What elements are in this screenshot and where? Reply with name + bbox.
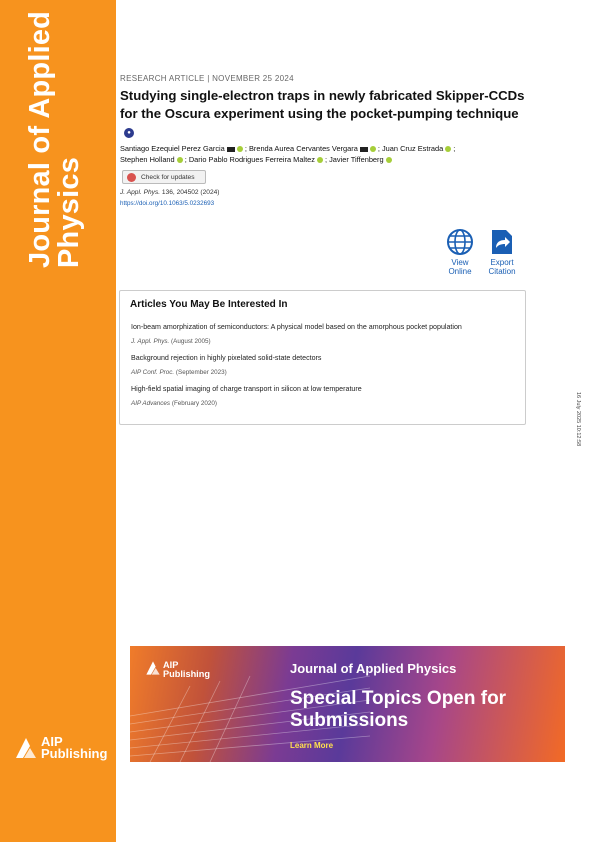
related-date: (February 2020) <box>171 400 217 407</box>
aip-logo-icon <box>145 660 161 676</box>
related-journal: J. Appl. Phys. <box>131 338 170 345</box>
related-articles-panel <box>119 290 526 425</box>
banner-aip-logo <box>145 660 210 681</box>
author-name[interactable]: Santiago Ezequiel Perez Garcia <box>120 144 225 153</box>
related-article-source <box>131 338 521 345</box>
related-article-title[interactable]: Ion-beam amorphization of semiconductors: A physical model based on the amorphous pocket population <box>131 323 462 331</box>
author-name[interactable]: Dario Pablo Rodrigues Ferreira Maltez <box>188 154 315 164</box>
orcid-icon[interactable] <box>445 146 451 152</box>
related-heading: Articles You May Be Interested In <box>130 299 288 310</box>
related-journal: AIP Advances <box>131 400 171 407</box>
author-list: Santiago Ezequiel Perez Garcia ; Brenda Aurea Cervantes Vergara ; Juan Cruz Estrada ; Stephen Holland ; Dario Pablo Rodrigues Ferreira Maltez ; Javier Tiffenberg <box>120 144 456 164</box>
export-icon <box>490 228 514 256</box>
related-article[interactable] <box>131 354 521 376</box>
download-timestamp-text: 16 July 2025 10:12:58 <box>575 392 581 447</box>
aip-logo-text: AIP Publishing <box>41 734 108 761</box>
view-online-button[interactable] <box>440 228 480 276</box>
aip-logo-icon <box>14 736 38 760</box>
email-icon[interactable] <box>227 147 235 152</box>
check-updates-label: Check for updates <box>141 174 195 181</box>
export-label-1: Export <box>490 258 514 267</box>
check-for-updates-button[interactable] <box>122 170 206 184</box>
article-title-text: Studying single-electron traps in newly fabricated Skipper-CCDs for the Oscura experiment using the pocket-pumping technique <box>120 88 525 121</box>
crossmark-icon <box>127 173 136 182</box>
export-citation-button[interactable] <box>482 228 522 276</box>
article-meta: RESEARCH ARTICLE | NOVEMBER 25 2024 <box>120 74 294 83</box>
related-article-title[interactable]: Background rejection in highly pixelated solid-state detectors <box>131 354 322 362</box>
learn-more-link[interactable]: Learn More <box>290 741 334 750</box>
related-article-title[interactable]: High-field spatial imaging of charge transport in silicon at low temperature <box>131 385 362 393</box>
banner-journal-name: Journal of Applied Physics <box>290 661 457 676</box>
open-access-icon: ● <box>124 128 134 138</box>
related-article-source <box>131 369 521 376</box>
related-journal: AIP Conf. Proc. <box>131 369 175 376</box>
citation-details: 136, 204502 (2024) <box>161 189 220 196</box>
article-title[interactable] <box>120 87 530 141</box>
globe-icon <box>446 228 474 256</box>
doi-link[interactable]: https://doi.org/10.1063/5.0232693 <box>120 200 215 207</box>
author-name[interactable]: Juan Cruz Estrada <box>381 144 444 153</box>
citation-line <box>120 189 219 196</box>
journal-sidebar <box>0 0 116 842</box>
orcid-icon[interactable] <box>370 146 376 152</box>
orcid-icon[interactable] <box>177 157 183 163</box>
view-label-1: View <box>451 258 469 267</box>
journal-abbrev: J. Appl. Phys. <box>120 189 161 196</box>
related-article[interactable] <box>131 323 521 345</box>
author-name[interactable]: Brenda Aurea Cervantes Vergara <box>248 144 358 153</box>
orcid-icon[interactable] <box>237 146 243 152</box>
promo-banner[interactable] <box>130 646 565 762</box>
related-date: (August 2005) <box>171 338 211 345</box>
banner-headline: Special Topics Open for Submissions <box>290 688 507 731</box>
export-label-2: Citation <box>488 267 516 276</box>
email-icon[interactable] <box>360 147 368 152</box>
view-label-2: Online <box>448 267 472 276</box>
sidebar-journal-title: Journal of Applied Physics <box>24 10 85 268</box>
download-timestamp <box>573 392 581 462</box>
author-name[interactable]: Javier Tiffenberg <box>329 154 384 164</box>
orcid-icon[interactable] <box>386 157 392 163</box>
orcid-icon[interactable] <box>317 157 323 163</box>
related-article[interactable] <box>131 385 521 407</box>
author-name[interactable]: Stephen Holland <box>120 154 175 164</box>
related-article-source <box>131 400 521 407</box>
related-date: (September 2023) <box>175 369 227 376</box>
aip-publishing-logo[interactable] <box>14 734 108 765</box>
banner-logo-text: AIP Publishing <box>163 660 210 679</box>
